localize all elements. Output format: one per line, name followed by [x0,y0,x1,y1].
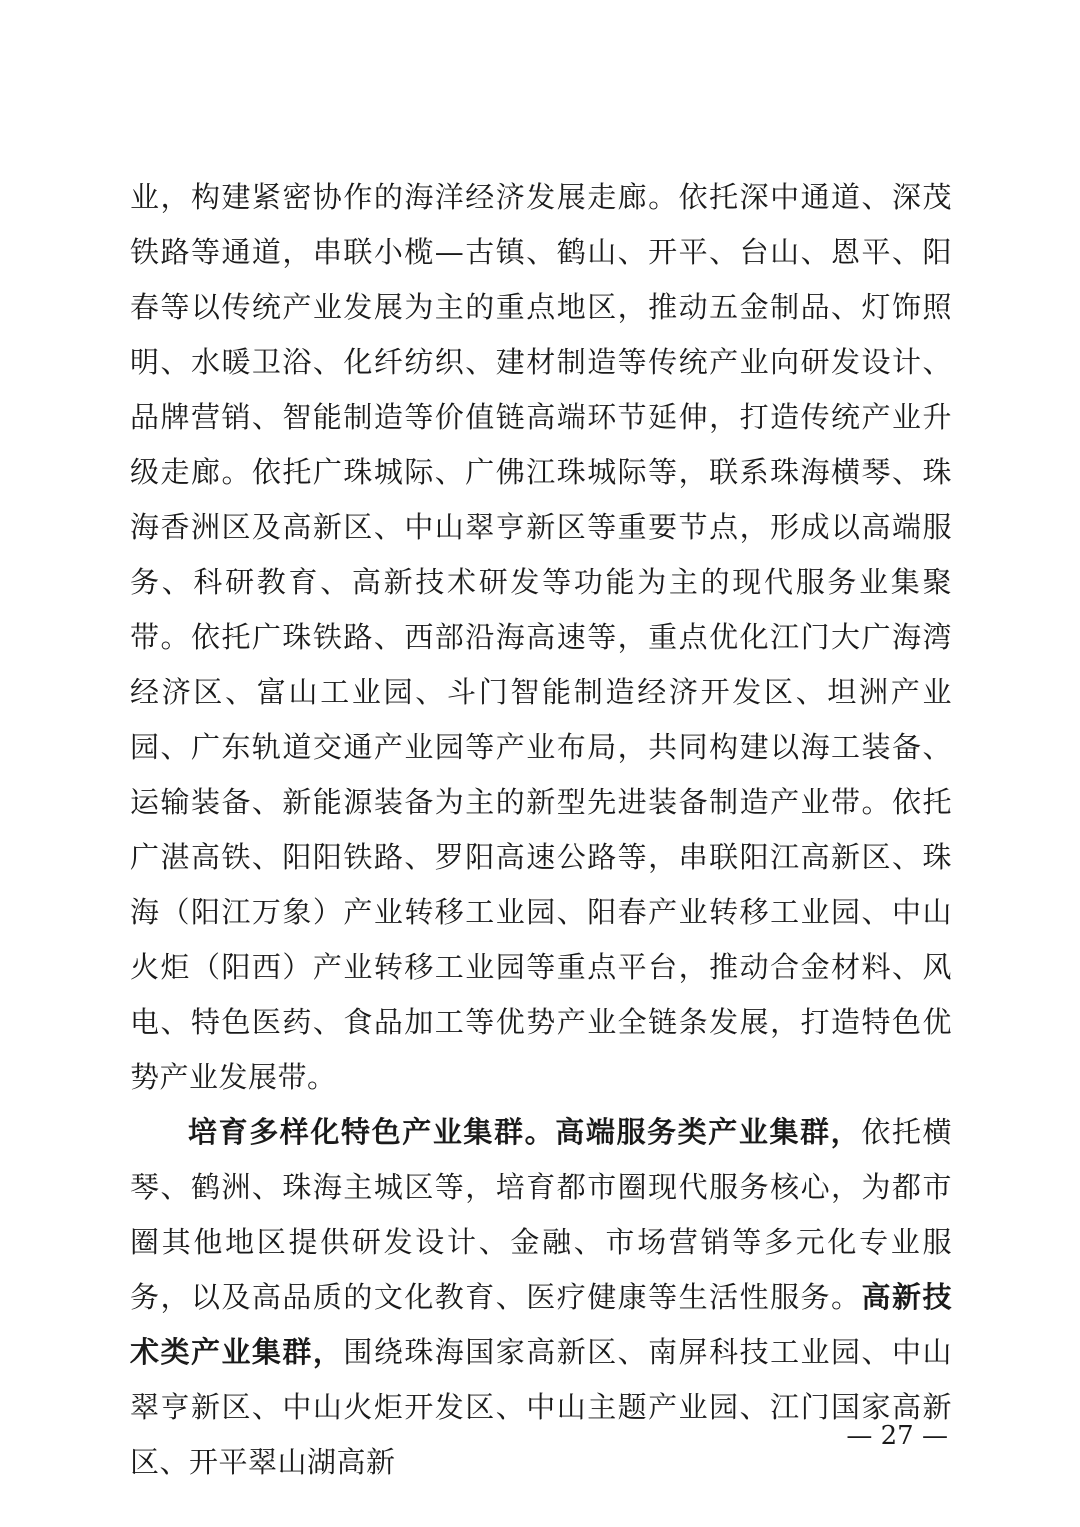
paragraph-industry-corridors: 业，构建紧密协作的海洋经济发展走廊。依托深中通道、深茂铁路等通道，串联小榄—古镇、鹤山、开平、台山、恩平、阳春等以传统产业发展为主的重点地区，推动五金制品、灯饰照明、水暖卫浴、化纤纺织、建材制造等传统产业向研发设计、品牌营销、智能制造等价值链高端环节延伸，打造传统产业升级走廊。依托广珠城际、广佛江珠城际等，联系珠海横琴、珠海香洲区及高新区、中山翠亨新区等重要节点，形成以高端服务、科研教育、高新技术研发等功能为主的现代服务业集聚带。依托广珠铁路、西部沿海高速等，重点优化江门大广海湾经济区、富山工业园、斗门智能制造经济开发区、坦洲产业园、广东轨道交通产业园等产业布局，共同构建以海工装备、运输装备、新能源装备为主的新型先进装备制造产业带。依托广湛高铁、阳阳铁路、罗阳高速公路等，串联阳江高新区、珠海（阳江万象）产业转移工业园、阳春产业转移工业园、中山火炬（阳西）产业转移工业园等重点平台，推动合金材料、风电、特色医药、食品加工等优势产业全链条发展，打造特色优势产业发展带。 [130,180,952,1094]
page-number: — 27 — [846,1421,948,1451]
body-text [130,170,952,1490]
heading-diverse-clusters: 培育多样化特色产业集群。 [188,1115,556,1149]
heading-high-tech: 高新技术类产业集群， [130,1280,952,1369]
heading-high-end-services: 高端服务类产业集群， [555,1115,862,1149]
text-high-tech: 围绕珠海国家高新区、南屏科技工业园、中山翠亨新区、中山火炬开发区、中山主题产业园、江门国家高新区、开平翠山湖高新 [130,1335,952,1479]
text-high-end-services: 依托横琴、鹤洲、珠海主城区等，培育都市圈现代服务核心，为都市圈其他地区提供研发设计、金融、市场营销等多元化专业服务，以及高品质的文化教育、医疗健康等生活性服务。 [130,1115,952,1314]
paragraph-industry-clusters [130,1105,952,1490]
